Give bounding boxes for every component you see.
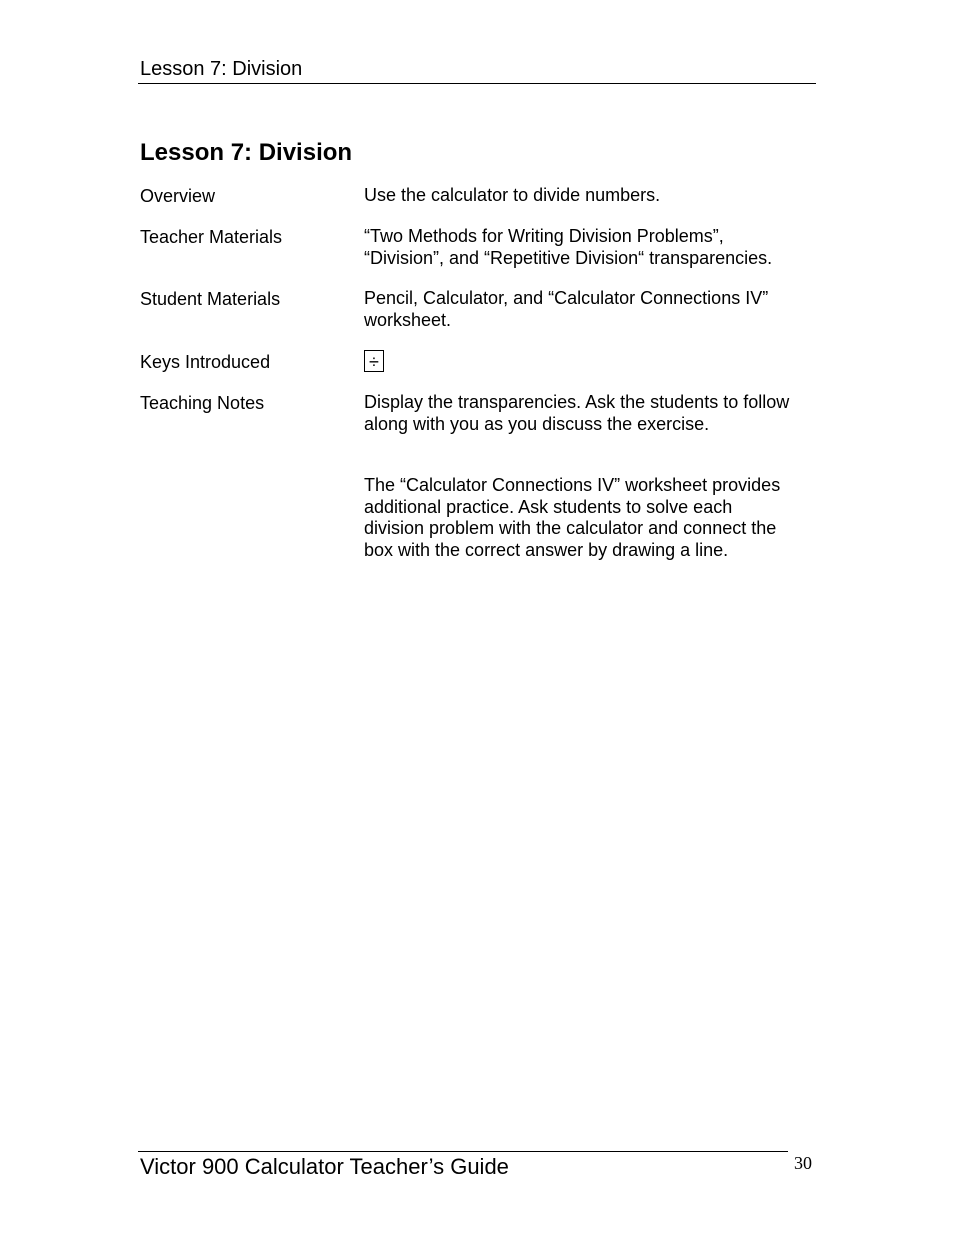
teacher-materials-value bbox=[364, 226, 824, 269]
keys-introduced-value bbox=[364, 350, 824, 374]
teacher-materials-line: “Two Methods for Writing Division Problems”, bbox=[364, 226, 724, 246]
student-materials-value bbox=[364, 288, 824, 331]
teaching-notes-paragraph-1 bbox=[364, 392, 824, 435]
teaching-notes-line: The “Calculator Connections IV” worksheet provides bbox=[364, 475, 781, 495]
keys-introduced-label: Keys Introduced bbox=[140, 352, 271, 372]
overview-label: Overview bbox=[140, 186, 216, 206]
footer-rule bbox=[138, 1151, 788, 1152]
running-header bbox=[138, 56, 816, 84]
running-header-title: Lesson 7: Division bbox=[140, 58, 303, 80]
teaching-notes-line: Display the transparencies. Ask the students to follow bbox=[364, 392, 790, 412]
student-materials-line: worksheet. bbox=[364, 309, 452, 330]
page-number: 30 bbox=[794, 1153, 812, 1173]
student-materials-line: Pencil, Calculator, and “Calculator Connections IV” bbox=[364, 288, 769, 308]
lesson-title: Lesson 7: Division bbox=[140, 139, 353, 166]
division-key: ÷ bbox=[364, 350, 384, 372]
teaching-notes-line: along with you as you discuss the exercise. bbox=[364, 413, 710, 434]
teacher-materials-label: Teacher Materials bbox=[140, 227, 283, 247]
overview-value bbox=[364, 185, 824, 207]
teaching-notes-line: additional practice. Ask students to solve each bbox=[364, 496, 733, 517]
teaching-notes-label: Teaching Notes bbox=[140, 393, 265, 413]
overview-line: Use the calculator to divide numbers. bbox=[364, 185, 661, 205]
student-materials-label: Student Materials bbox=[140, 289, 281, 309]
teaching-notes-line: box with the correct answer by drawing a line. bbox=[364, 539, 729, 560]
teaching-notes-line: division problem with the calculator and connect the bbox=[364, 518, 777, 538]
teaching-notes-paragraph-2 bbox=[364, 475, 824, 561]
teacher-materials-line: “Division”, and “Repetitive Division“ transparencies. bbox=[364, 247, 773, 268]
footer-title: Victor 900 Calculator Teacher’s Guide bbox=[140, 1154, 509, 1179]
